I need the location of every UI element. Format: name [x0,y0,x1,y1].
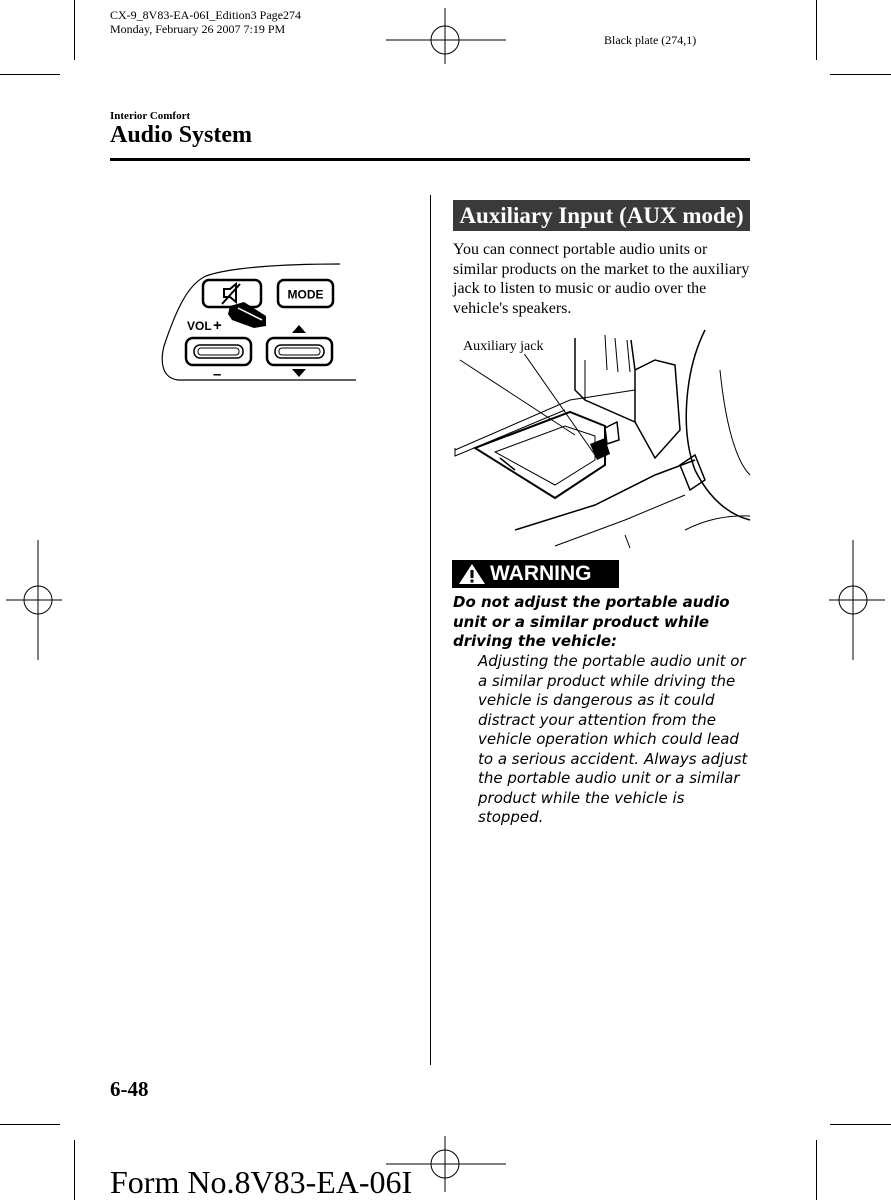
registration-mark-top [386,8,506,64]
header-rule [110,158,750,161]
page-title: Audio System [110,122,253,148]
print-meta [110,8,301,36]
crop-mark-bottom-left-v [74,1140,75,1200]
crop-mark-bottom-right-v [816,1140,817,1200]
print-meta-line1: CX-9_8V83-EA-06I_Edition3 Page274 [110,8,301,22]
crop-mark-top-right-v [816,0,817,60]
form-number: Form No.8V83-EA-06I [110,1164,413,1200]
warning-lead-text: Do not adjust the portable audio unit or a similar product while driving the vehicle: [453,593,730,650]
registration-mark-right [829,540,885,660]
aux-heading: Auxiliary Input (AUX mode) [453,200,750,231]
vol-label: VOL [187,319,212,333]
section-label: Interior Comfort [110,110,191,122]
steering-audio-controls-illustration [158,262,358,384]
plate-label: Black plate (274,1) [604,33,697,47]
warning-body-text: Adjusting the portable audio unit or a similar product while driving the vehicle is dangerous as it could distract your attention from the vehicle operation which could lead to a serious accident. Always adjust the portable audio unit or a similar product while the vehicle is stopped. [478,652,748,826]
crop-mark-bottom-right-h [830,1124,891,1125]
page-number: 6-48 [110,1077,149,1101]
volume-rocker [186,338,251,365]
seek-rocker [267,338,332,365]
warning-badge-label: WARNING [490,562,592,585]
warning-triangle-icon [458,563,486,585]
seek-down-arrow-icon [292,369,306,377]
column-divider [430,195,431,1065]
crop-mark-top-left-v [74,0,75,60]
vol-minus-label: – [213,366,222,383]
crop-mark-bottom-left-h [0,1124,60,1125]
aux-body-text: You can connect portable audio units or similar products on the market to the auxiliary jack to listen to music or audio over the vehicle's speakers. [453,241,750,317]
mute-button [203,280,261,307]
mode-button-label: MODE [287,287,324,302]
registration-mark-left [6,540,62,660]
vol-plus-label: + [213,317,222,334]
crop-mark-top-left-h [0,74,60,75]
auxiliary-jack-label: Auxiliary jack [463,339,544,354]
crop-mark-top-right-h [830,74,891,75]
auxiliary-jack-illustration [455,330,750,550]
seek-up-arrow-icon [292,325,306,333]
console-tray [475,412,605,498]
warning-badge [452,560,619,588]
print-meta-line2: Monday, February 26 2007 7:19 PM [110,22,286,36]
